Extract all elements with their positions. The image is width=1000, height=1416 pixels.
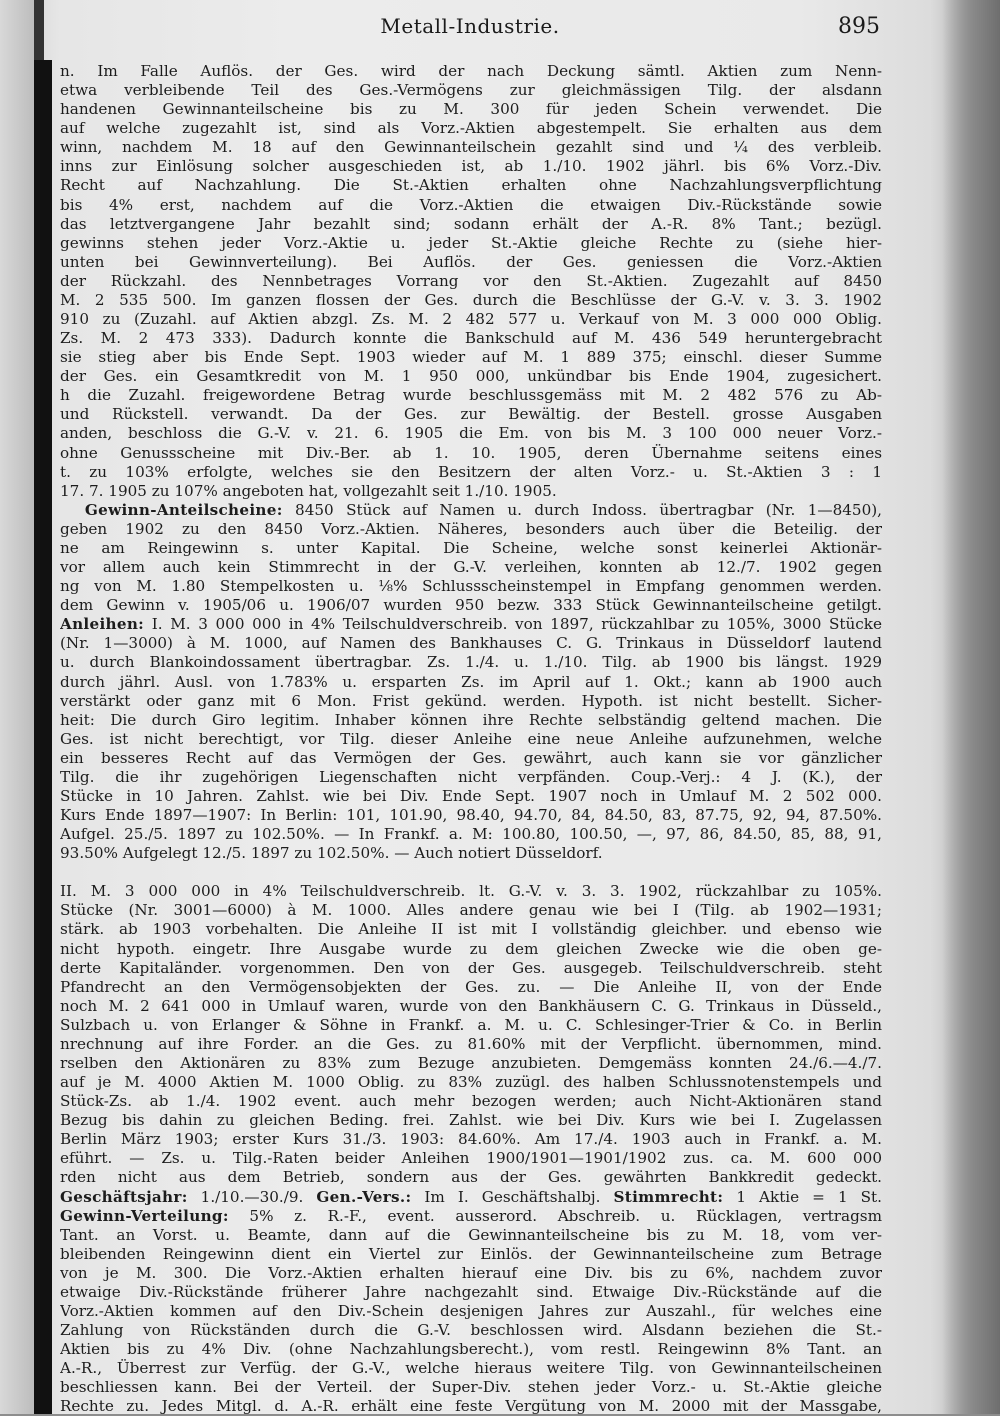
text-line: Recht auf Nachzahlung. Die St.-Aktien erhalten ohne Nachzahlungsverpflichtung (60, 176, 882, 195)
text-line: auf je M. 4000 Aktien M. 1000 Oblig. zu 83% zuzügl. des halben Schlussnotenstempels und (60, 1073, 882, 1092)
text-line: derte Kapitaländer. vorgenommen. Den von der Ges. ausgegeb. Teilschuldverschreib. steht (60, 958, 882, 977)
paragraph-body (60, 634, 882, 863)
text-line: 910 zu (Zuzahl. auf Aktien abzgl. Zs. M. 2 482 577 u. Verkauf von M. 3 000 000 Oblig. (60, 310, 882, 329)
text-line: noch M. 2 641 000 in Umlauf waren, wurde von den Bankhäusern C. G. Trinkaus in Düsseld., (60, 996, 882, 1015)
text-line: u. durch Blankoindossament übertragbar. Zs. 1./4. u. 1./10. Tilg. ab 1900 bis längst. 1929 (60, 653, 882, 672)
text-line: anden, beschloss die G.-V. v. 21. 6. 1905 die Em. von bis M. 3 100 000 neuer Vorz.- (60, 424, 882, 443)
text-line: auf welche zugezahlt ist, sind als Vorz.-Aktien abgestempelt. Sie erhalten aus dem (60, 119, 882, 138)
text-line: Pfandrecht an den Vermögensobjekten der Ges. zu. — Die Anleihe II, von der Ende (60, 977, 882, 996)
paragraph-body (60, 520, 882, 615)
text-line: Aufgel. 25./5. 1897 zu 102.50%. — In Frankf. a. M: 100.80, 100.50, —, 97, 86, 84.50, 85, 88, 91, (60, 825, 882, 844)
text-line: winn, nachdem M. 18 auf den Gewinnanteilschein gezahlt sind und ¼ des verbleib. (60, 138, 882, 157)
text-line: II. M. 3 000 000 in 4% Teilschuldverschreib. lt. G.-V. v. 3. 3. 1902, rückzahlbar zu 105%. (60, 882, 882, 901)
text-line: n. Im Falle Auflös. der Ges. wird der nach Deckung sämtl. Aktien zum Nenn- (60, 62, 882, 80)
paragraph-body (60, 1226, 882, 1416)
text-line: ein besseres Recht auf das Vermögen der Ges. gewährt, auch kann sie vor gänzlicher (60, 748, 882, 767)
running-title: Metall-Industrie. (380, 14, 560, 38)
text-run: 8450 Stück auf Namen u. durch Indoss. übertragbar (Nr. 1—8450), (282, 500, 882, 519)
binding-shadow (34, 60, 52, 1414)
section-label: Anleihen: (60, 615, 145, 634)
text-line: etwa verbleibende Teil des Ges.-Vermögens zur gleichmässigen Tilg. der alsdann (60, 81, 882, 100)
text-line: Kurs Ende 1897—1907: In Berlin: 101, 101.90, 98.40, 94.70, 84, 84.50, 83, 87.75, 92, 94, 87.50%. (60, 806, 882, 825)
text-line: Vorz.-Aktien kommen auf den Div.-Schein desjenigen Jahres zur Auszahl., für welches eine (60, 1302, 882, 1320)
text-column (60, 62, 882, 1416)
text-line: A.-R., Überrest zur Verfüg. der G.-V., welche hieraus weitere Tilg. von Gewinnanteilscheinen (60, 1359, 882, 1378)
text-line: geben 1902 zu den 8450 Vorz.-Aktien. Näheres, besonders auch über die Beteilig. der (60, 519, 882, 538)
facing-page-edge (0, 0, 34, 1414)
text-line: etwaige Div.-Rückstände früherer Jahre nachgezahlt sind. Etwaige Div.-Rückstände auf die (60, 1282, 882, 1301)
text-line: von je M. 300. Die Vorz.-Aktien erhalten hierauf eine Div. bis zu 6%, nachdem zuvor (60, 1263, 882, 1282)
section-label: Gewinn-Anteilscheine: (84, 500, 283, 519)
text-line: Berlin März 1903; erster Kurs 31./3. 1903: 84.60%. Am 17./4. 1903 auch in Frankf. a. M. (60, 1130, 882, 1149)
text-line: ng von M. 1.80 Stempelkosten u. ⅛% Schlussscheinstempel in Empfang genommen werden. (60, 577, 882, 596)
text-line: nicht hypoth. eingetr. Ihre Ausgabe wurde zu dem gleichen Zwecke wie die oben ge- (60, 939, 882, 958)
text-line: (Nr. 1—3000) à M. 1000, auf Namen des Bankhauses C. G. Trinkaus in Düsseldorf lautend (60, 634, 882, 653)
text-line: 93.50% Aufgelegt 12./5. 1897 zu 102.50%. — Auch notiert Düsseldorf. (60, 844, 603, 863)
text-line: h die Zuzahl. freigewordene Betrag wurde beschlussgemäss mit M. 2 482 576 zu Ab- (60, 386, 882, 405)
text-line: ohne Genussscheine mit Div.-Ber. ab 1. 10. 1905, deren Übernahme seitens eines (60, 443, 882, 462)
text-line: M. 2 535 500. Im ganzen flossen der Ges. durch die Beschlüsse der G.-V. v. 3. 3. 1902 (60, 290, 882, 309)
text-line: Stücke (Nr. 3001—6000) à M. 1000. Alles andere genau wie bei I (Tilg. ab 1902—1931; (60, 901, 882, 920)
binding-shadow-top (34, 0, 44, 60)
text-line: der Rückzahl. des Nennbetrages Vorrang vor den St.-Aktien. Zugezahlt auf 8450 (60, 271, 882, 290)
text-line (60, 615, 882, 634)
running-header (60, 14, 880, 48)
text-line: Tant. an Vorst. u. Beamte, dann auf die Gewinnanteilscheine bis zu M. 18, vom ver- (60, 1225, 882, 1244)
text-line: Aktien bis zu 4% Div. (ohne Nachzahlungsberecht.), vom restl. Reingewinn 8% Tant. an (60, 1340, 882, 1359)
text-line: eführt. — Zs. u. Tilg.-Raten beider Anleihen 1900/1901—1901/1902 zus. ca. M. 600 000 (60, 1149, 882, 1168)
text-line: unten bei Gewinnverteilung). Bei Auflös. der Ges. geniessen die Vorz.-Aktien (60, 252, 882, 271)
business-year-line (60, 1188, 882, 1207)
text-line: dem Gewinn v. 1905/06 u. 1906/07 wurden 950 bezw. 333 Stück Gewinnanteilscheine getilgt. (60, 596, 882, 615)
text-line: beschliessen kann. Bei der Verteil. der Super-Div. stehen jeder Vorz.- u. St.-Aktie gleiche (60, 1378, 882, 1397)
text-line: gewinns stehen jeder Vorz.-Aktie u. jeder St.-Aktie gleiche Rechte zu (siehe hier- (60, 233, 882, 252)
text-line: bis 4% erst, nachdem auf die Vorz.-Aktien die etwaigen Div.-Rückstände sowie (60, 195, 882, 214)
text-line: Zahlung von Rückständen durch die G.-V. beschlossen wird. Alsdann beziehen die St.- (60, 1321, 882, 1340)
text-line: heit: Die durch Giro legitim. Inhaber können ihre Rechte selbständig geltend machen. Die (60, 710, 882, 729)
text-line: rden nicht aus dem Betrieb, sondern aus der Ges. gewährten Bankkredit gedeckt. (60, 1168, 882, 1187)
text-line: t. zu 103% erfolgte, welches sie den Besitzern der alten Vorz.- u. St.-Aktien 3 : 1 (60, 462, 882, 481)
text-line: das letztvergangene Jahr bezahlt sind; sodann erhält der A.-R. 8% Tant.; bezügl. (60, 214, 882, 233)
text-run: 1 Aktie = 1 St. (723, 1187, 882, 1206)
text-line: Zs. M. 2 473 333). Dadurch konnte die Bankschuld auf M. 436 549 heruntergebracht (60, 329, 882, 348)
text-line: Rechte zu. Jedes Mitgl. d. A.-R. erhält eine feste Vergütung von M. 2000 mit der Massgabe, (60, 1397, 882, 1416)
text-line (60, 501, 882, 520)
section-label: Gewinn-Verteilung: (60, 1206, 229, 1225)
text-line: sie stieg aber bis Ende Sept. 1903 wieder auf M. 1 889 375; einschl. dieser Summe (60, 348, 882, 367)
text-line: stärk. ab 1903 vorbehalten. Die Anleihe II ist mit I vollständig gleichber. und ebenso wie (60, 920, 882, 939)
text-line: handenen Gewinnanteilscheine bis zu M. 300 für jeden Schein verwendet. Die (60, 100, 882, 119)
text-line: bleibenden Reingewinn dient ein Viertel zur Einlös. der Gewinnanteilscheine zum Betrage (60, 1244, 882, 1263)
text-line: durch jährl. Ausl. von 1.783% u. ersparten Zs. im April auf 1. Okt.; kann ab 1900 auch (60, 672, 882, 691)
page-edge-shadow (942, 0, 1000, 1414)
paragraph-profit-shares (60, 501, 882, 615)
paragraph-loan-ii (60, 882, 882, 1187)
text-line: Stück-Zs. ab 1./4. 1902 event. auch mehr bezogen werden; auch Nicht-Aktionären stand (60, 1092, 882, 1111)
text-line: und Rückstell. verwandt. Da der Ges. zur Bewältig. der Bestell. grosse Ausgaben (60, 405, 882, 424)
text-line: nrechnung auf ihre Forder. an die Ges. zu 81.60% mit der Verpflicht. übernommen, mind. (60, 1034, 882, 1053)
text-run: 5% z. R.-F., event. ausserord. Abschreib. u. Rücklagen, vertragsm (228, 1206, 882, 1225)
paragraph-gap (60, 863, 882, 882)
text-line: der Ges. ein Gesamtkredit von M. 1 950 000, unkündbar bis Ende 1904, zugesichert. (60, 367, 882, 386)
text-line: verstärkt oder ganz mit 6 Mon. Frist gekünd. werden. Hypoth. ist nicht bestellt. Sicher- (60, 691, 882, 710)
text-line: rselben den Aktionären zu 83% zum Bezuge anzubieten. Demgemäss konnten 24./6.—4./7. (60, 1053, 882, 1072)
text-run: 1./10.—30./9. (187, 1187, 317, 1206)
paragraph-loans (60, 615, 882, 863)
text-run: I. M. 3 000 000 in 4% Teilschuldverschreib. von 1897, rückzahlbar zu 105%, 3000 Stücke (144, 615, 882, 634)
text-line: Tilg. die ihr zugehörigen Liegenschaften nicht verpfänden. Coup.-Verj.: 4 J. (K.), der (60, 767, 882, 786)
text-line: 17. 7. 1905 zu 107% angeboten hat, vollgezahlt seit 1./10. 1905. (60, 481, 557, 500)
text-line (60, 1207, 882, 1226)
page-number: 895 (838, 14, 880, 39)
text-line: inns zur Einlösung solcher ausgeschieden ist, ab 1./10. 1902 jährl. bis 6% Vorz.-Div. (60, 157, 882, 176)
section-label: Geschäftsjahr: (60, 1187, 188, 1206)
text-line: Ges. ist nicht berechtigt, vor Tilg. dieser Anleihe eine neue Anleihe aufzunehmen, welche (60, 729, 882, 748)
text-line: Bezug bis dahin zu gleichen Beding. frei. Zahlst. wie bei Div. Kurs wie bei I. Zugelassen (60, 1111, 882, 1130)
text-line: vor allem auch kein Stimmrecht in der G.-V. verleihen, konnten ab 12./7. 1902 gegen (60, 558, 882, 577)
paragraph-shares (60, 62, 882, 501)
paragraph-profit-distribution (60, 1207, 882, 1416)
text-line: Sulzbach u. von Erlanger & Söhne in Frankf. a. M. u. C. Schlesinger-Trier & Co. in Berlin (60, 1015, 882, 1034)
text-line: Stücke in 10 Jahren. Zahlst. wie bei Div. Ende Sept. 1907 noch in Umlauf M. 2 502 000. (60, 786, 882, 805)
text-line: ne am Reingewinn s. unter Kapital. Die Scheine, welche sonst keinerlei Aktionär- (60, 538, 882, 557)
text-run: Im I. Geschäftshalbj. (411, 1187, 614, 1206)
section-label: Stimmrecht: (613, 1187, 724, 1206)
section-label: Gen.-Vers.: (316, 1187, 412, 1206)
